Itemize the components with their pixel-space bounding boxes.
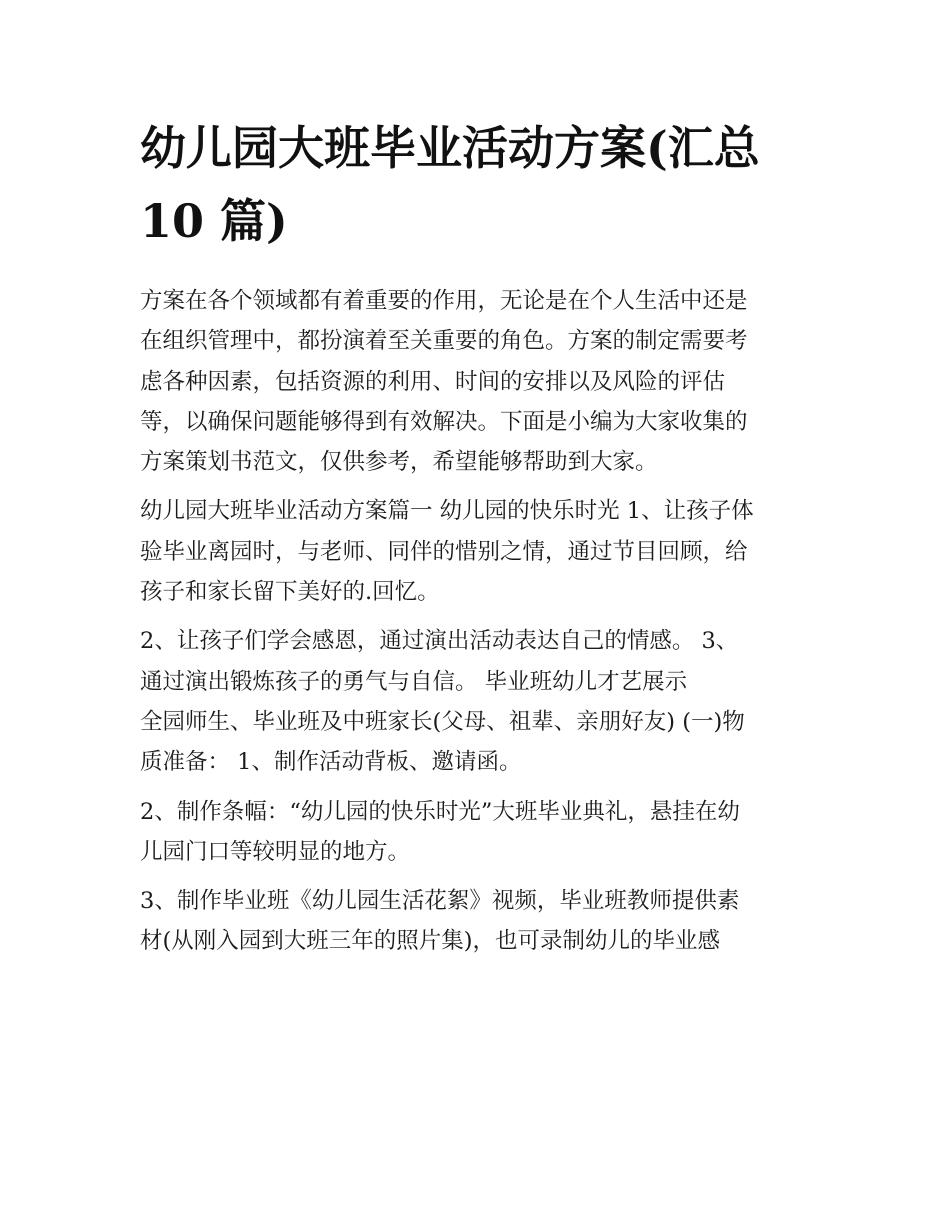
text-line: 孩子和家长留下美好的.回忆。 [140,579,440,606]
text-line: 质准备： 1、制作活动背板、邀请函。 [140,749,522,776]
paragraph-goals [140,621,830,782]
text-line: 通过演出锻炼孩子的勇气与自信。 毕业班幼儿才艺展示 [140,668,688,695]
paragraph-section-one [140,491,830,612]
title-line: 10 篇) [140,194,288,248]
text-line: 验毕业离园时，与老师、同伴的惜别之情，通过节目回顾，给 [140,538,748,565]
text-line: 幼儿园大班毕业活动方案篇一 幼儿园的快乐时光 1、让孩子体 [140,498,754,525]
text-line: 儿园门口等较明显的地方。 [140,838,411,865]
text-line: 在组织管理中，都扮演着至关重要的角色。方案的制定需要考 [140,328,748,355]
text-line: 方案在各个领域都有着重要的作用，无论是在个人生活中还是 [140,288,748,314]
text-line: 方案策划书范文，仅供参考，希望能够帮助到大家。 [140,449,658,476]
title-line: 幼儿园大班毕业活动方案(汇总 [140,121,760,175]
paragraph-video [140,881,830,962]
text-line: 全园师生、毕业班及中班家长(父母、祖辈、亲朋好友) (一)物 [140,708,745,735]
text-line: 2、制作条幅：“幼儿园的快乐时光”大班毕业典礼，悬挂在幼 [140,798,740,825]
text-line: 材(从刚入园到大班三年的照片集)，也可录制幼儿的毕业感 [140,928,721,955]
text-line: 2、让孩子们学会感恩，通过演出活动表达自己的情感。 3、 [140,628,739,655]
text-line: 虑各种因素，包括资源的利用、时间的安排以及风险的评估 [140,368,726,395]
text-line: 3、制作毕业班《幼儿园生活花絮》视频，毕业班教师提供素 [140,888,740,915]
document-body [140,281,830,971]
paragraph-banner [140,792,830,873]
document-title [140,112,830,258]
text-line: 等，以确保问题能够得到有效解决。下面是小编为大家收集的 [140,408,748,435]
paragraph-intro [140,281,830,482]
